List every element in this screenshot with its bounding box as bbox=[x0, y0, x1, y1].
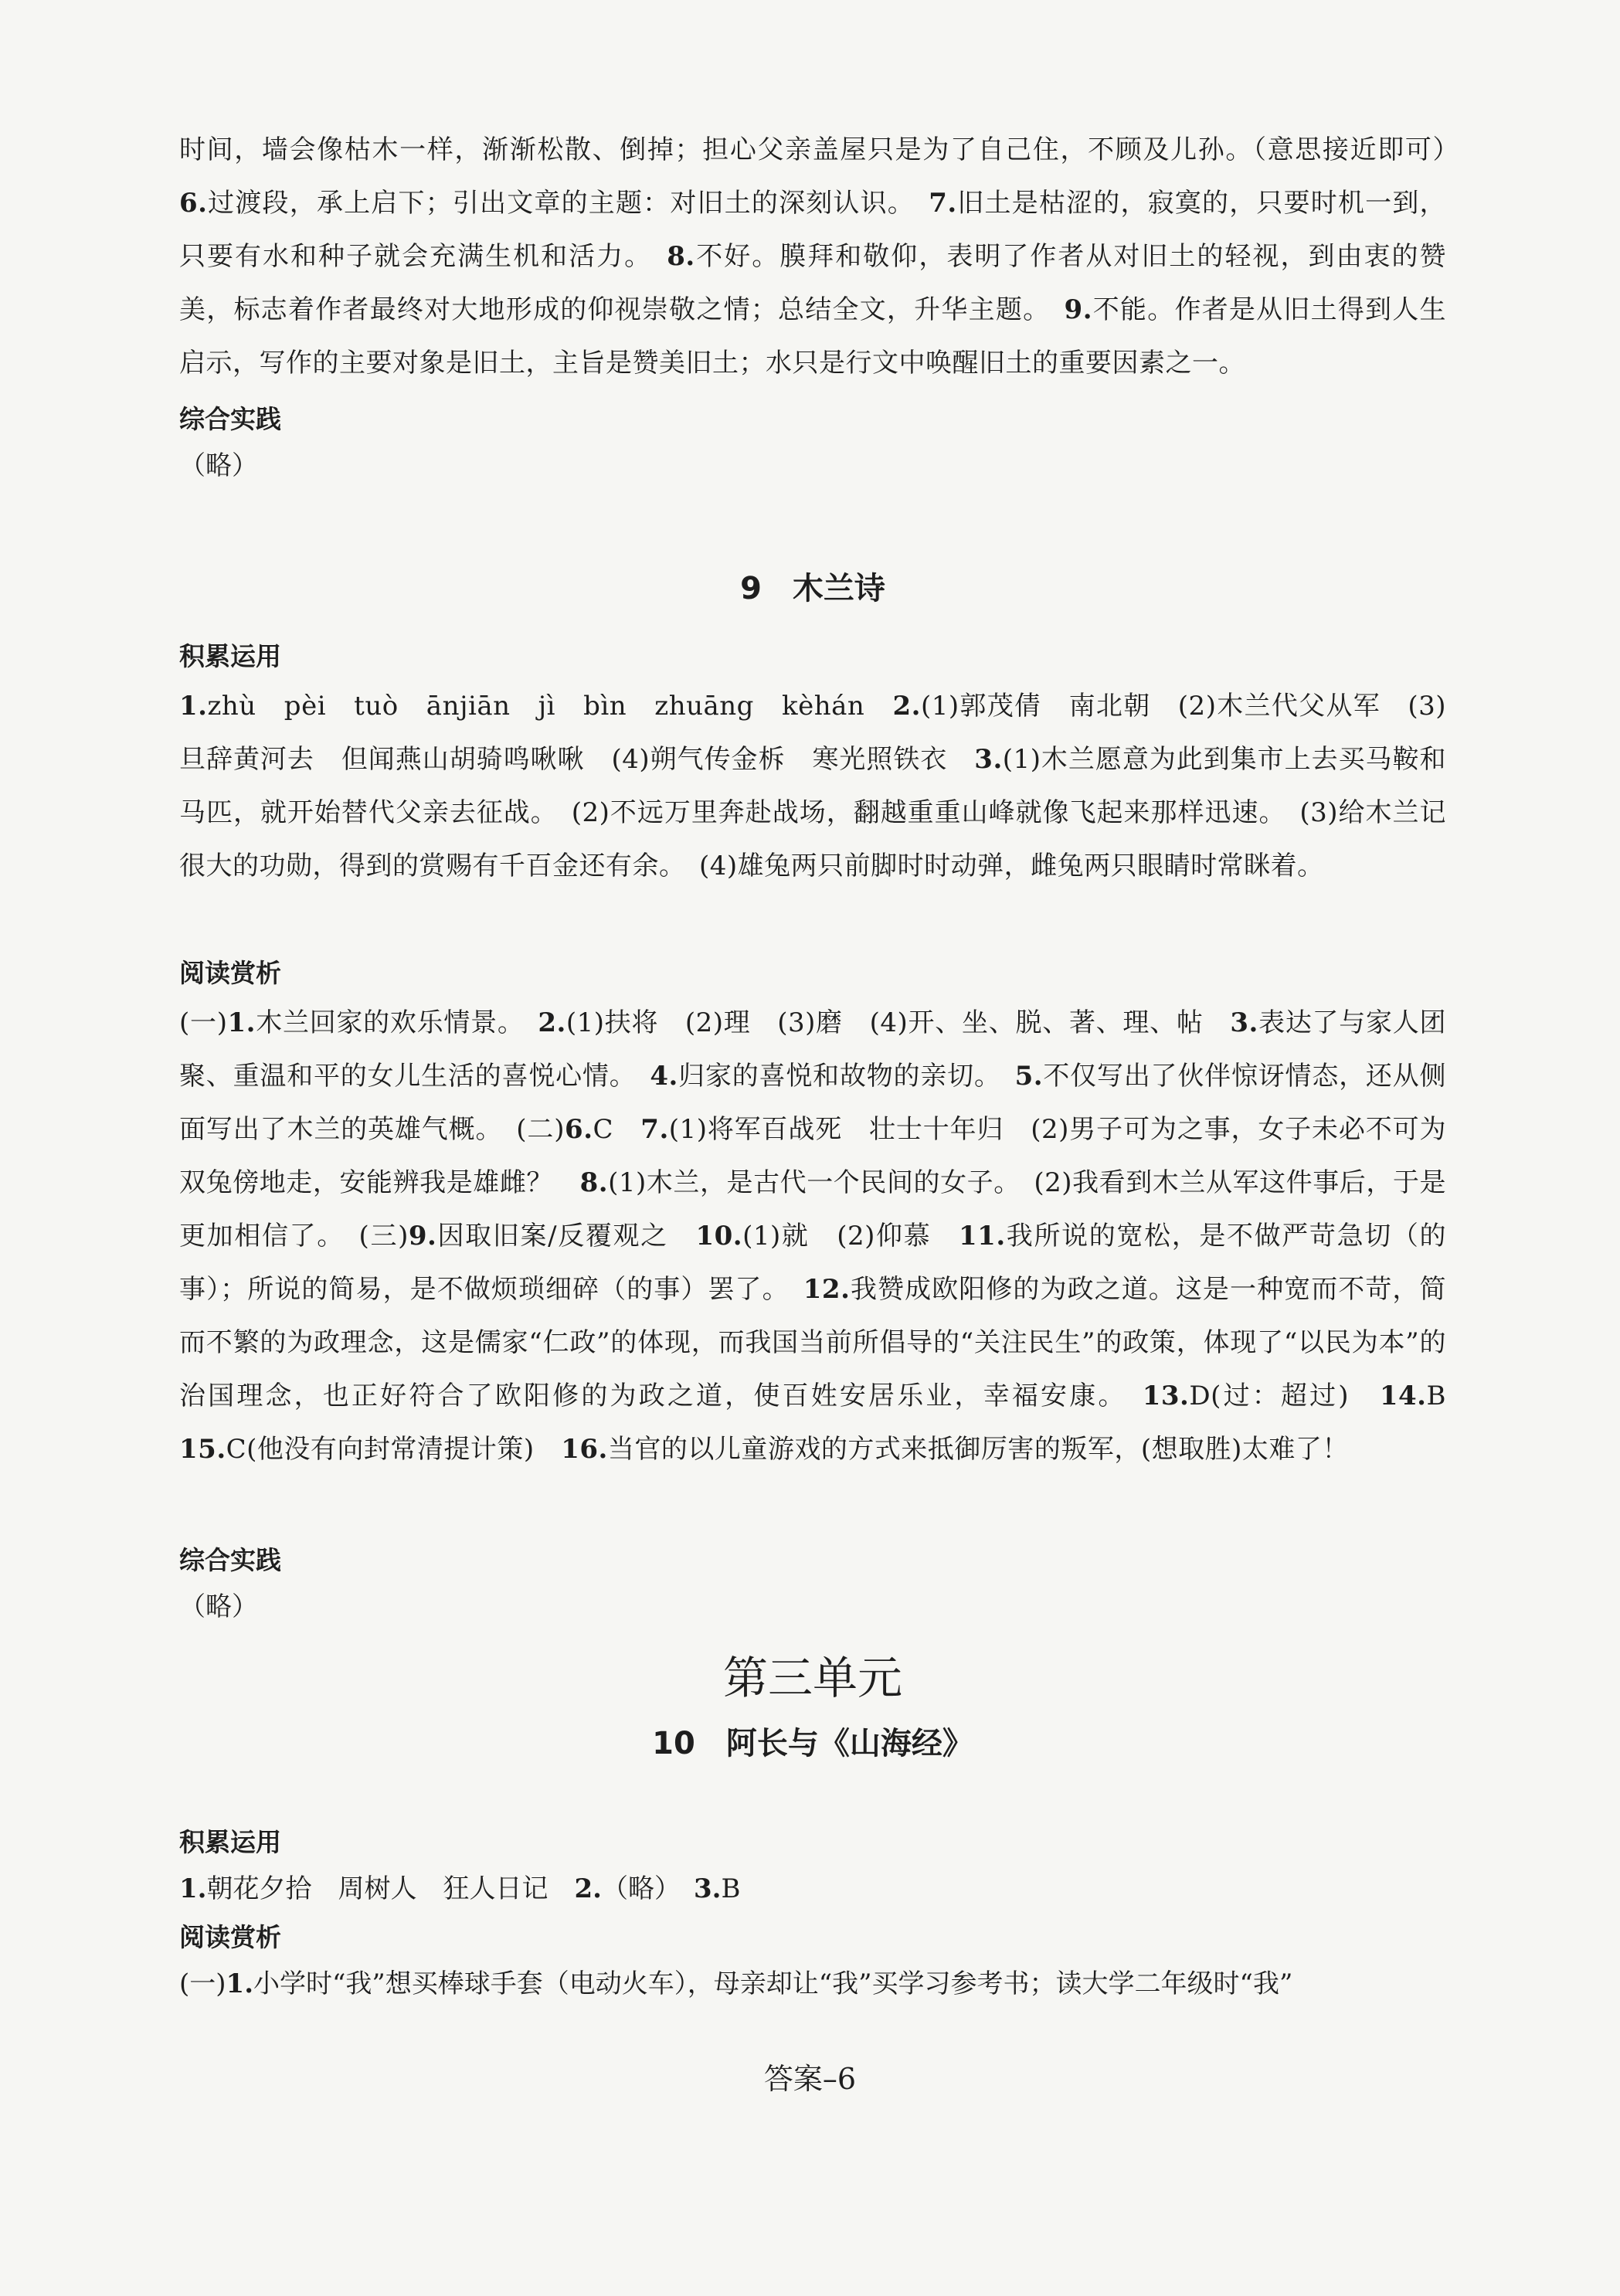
section-heading-reading: 阅读赏析 bbox=[179, 958, 281, 988]
group-label: (一) bbox=[179, 1007, 228, 1038]
answer-text: （略） bbox=[602, 1873, 667, 1904]
answer-paragraph bbox=[179, 1961, 1446, 2007]
answer-text: 我所说的宽松，是不做严苛急切（的事）；所说的简易，是不做烦琐细碎（的事）罢了。 bbox=[179, 1221, 1447, 1305]
question-number: 2. bbox=[574, 1873, 602, 1904]
question-number: 1. bbox=[227, 1007, 256, 1038]
question-number: 9. bbox=[1064, 294, 1093, 325]
answer-text: 当官的以儿童游戏的方式来抵御厉害的叛军，(想取胜)太难了！ bbox=[607, 1434, 1349, 1465]
page-footer: 答案–6 bbox=[763, 2062, 857, 2096]
question-number: 11. bbox=[959, 1221, 1006, 1252]
section-heading-accumulate: 积累运用 bbox=[179, 641, 281, 671]
answer-text: 过渡段，承上启下；引出文章的主题：对旧土的深刻认识。 bbox=[207, 188, 902, 219]
answer-text: 因取旧案/反覆观之 bbox=[436, 1221, 668, 1252]
answer-text: 时间，墙会像枯木一样，渐渐松散、倒掉；担心父亲盖屋只是为了自己住，不顾及儿孙。（意思接近即可） bbox=[179, 134, 1446, 165]
question-number: 5. bbox=[1014, 1061, 1044, 1092]
answer-text: B bbox=[1426, 1381, 1447, 1411]
answer-text: C(他没有向封常清提计策) bbox=[226, 1434, 535, 1465]
section-heading-practice: 综合实践 bbox=[179, 404, 281, 434]
question-number: 8. bbox=[667, 241, 695, 272]
question-number: 2. bbox=[538, 1007, 566, 1038]
question-number: 4. bbox=[650, 1061, 678, 1092]
answer-text: 旧土是枯涩的，寂寞的，只要时机一到，只要有水和种子就会充满生机和活力。 bbox=[179, 188, 1447, 272]
lesson-title: 10 阿长与《山海经》 bbox=[652, 1726, 973, 1761]
question-number: 1. bbox=[226, 1968, 254, 1999]
answer-text: 不好。膜拜和敬仰，表明了作者从对旧土的轻视，到由衷的赞美，标志着作者最终对大地形成的仰视崇敬之情；总结全文，升华主题。 bbox=[179, 241, 1447, 325]
answer-paragraph bbox=[179, 997, 1473, 1476]
answer-text: (1)就 (2)仰慕 bbox=[742, 1221, 932, 1252]
unit-title: 第三单元 bbox=[722, 1652, 902, 1704]
answer-text: (1)木兰愿意为此到集市上去买马鞍和马匹，就开始替代父亲去征战。 (2)不远万里奔赴战场，翻越重重山峰就像飞起来那样迅速。 (3)给木兰记很大的功勋，得到的赏赐有千百金还有余。 (4)雄兔两只前脚时时动弹，雌兔两只眼睛时常眯着。 bbox=[179, 744, 1446, 881]
lesson-10-reading bbox=[179, 1914, 1446, 2007]
section-heading-practice: 综合实践 bbox=[179, 1545, 281, 1575]
answer-text: (1)将军百战死 壮士十年归 (2)男子可为之事，女子未必不可为 双兔傍地走，安能辨我是雄雌？ bbox=[179, 1114, 1473, 1198]
answer-paragraph-lesson8-end bbox=[179, 124, 1446, 390]
answer-text: 小学时“我”想买棒球手套（电动火车），母亲却让“我”买学习参考书；读大学二年级时“我” bbox=[253, 1968, 1293, 1999]
lesson-9-practice bbox=[179, 1537, 1446, 1630]
omitted-note: （略） bbox=[179, 450, 258, 481]
answer-text: 表达了与家人团聚、重温和平的女儿生活的喜悦心情。 bbox=[179, 1007, 1446, 1092]
answer-paragraph bbox=[179, 1866, 1446, 1912]
answer-text: 归家的喜悦和故物的亲切。 bbox=[678, 1061, 988, 1092]
answer-text: 木兰回家的欢乐情景。 bbox=[256, 1007, 511, 1038]
lesson-title: 9 木兰诗 bbox=[740, 571, 885, 606]
question-number: 7. bbox=[929, 188, 957, 219]
omitted-note: （略） bbox=[179, 1591, 258, 1622]
question-number: 3. bbox=[1230, 1007, 1258, 1038]
section-heading-reading: 阅读赏析 bbox=[179, 1922, 281, 1952]
question-number: 14. bbox=[1379, 1381, 1427, 1411]
question-number: 6. bbox=[179, 188, 208, 219]
answer-text: 不仅写出了伙伴惊讶情态，还从侧面写出了木兰的英雄气概。 bbox=[179, 1061, 1447, 1145]
answer-text: 我赞成欧阳修的为政之道。这是一种宽而不苛，简而不繁的为政理念，这是儒家“仁政”的体现，而我国当前所倡导的“关注民生”的政策，体现了“以民为本”的治国理念，也正好符合了欧阳修的为政之道，使百姓安居乐业，幸福安康。 bbox=[179, 1274, 1447, 1411]
question-number: 3. bbox=[974, 744, 1003, 775]
lesson-10-header bbox=[179, 1719, 1446, 1763]
answer-text: B bbox=[721, 1873, 741, 1904]
question-number: 1. bbox=[179, 1873, 207, 1904]
question-number: 8. bbox=[579, 1167, 609, 1198]
question-number: 16. bbox=[561, 1434, 608, 1465]
top-continuation bbox=[179, 124, 1446, 489]
group-label: (二) bbox=[516, 1114, 565, 1145]
lesson-9-header bbox=[179, 564, 1446, 608]
answer-text: 朝花夕拾 周树人 狂人日记 bbox=[206, 1873, 548, 1904]
answer-text: zhù pèi tuò ānjiān jì bìn zhuāng kèhán bbox=[207, 691, 865, 722]
question-number: 13. bbox=[1142, 1381, 1190, 1411]
question-number: 6. bbox=[565, 1114, 593, 1145]
answer-text: 不能。作者是从旧土得到人生启示，写作的主要对象是旧土，主旨是赞美旧土；水只是行文中唤醒旧土的重要因素之一。 bbox=[179, 294, 1447, 379]
answer-text: D(过：超过) bbox=[1189, 1381, 1350, 1411]
question-number: 12. bbox=[803, 1274, 851, 1305]
lesson-10-accumulate bbox=[179, 1819, 1446, 1912]
question-number: 2. bbox=[892, 691, 921, 722]
lesson-9-accumulate bbox=[179, 633, 1446, 893]
answer-text: (1)木兰，是古代一个民间的女子。 (2)我看到木兰从军这件事后，于是更加相信了。 bbox=[179, 1167, 1447, 1252]
unit-header bbox=[179, 1642, 1446, 1707]
question-number: 7. bbox=[640, 1114, 669, 1145]
answer-paragraph bbox=[179, 680, 1446, 893]
question-number: 10. bbox=[695, 1221, 743, 1252]
group-label: (三) bbox=[358, 1221, 409, 1252]
answer-text: C bbox=[593, 1114, 614, 1145]
lesson-9-reading bbox=[179, 950, 1473, 1476]
answer-text: (1)郭茂倩 南北朝 (2)木兰代父从军 (3)旦辞黄河去 但闻燕山胡骑鸣啾啾 (4)朔气传金柝 寒光照铁衣 bbox=[179, 691, 1447, 775]
question-number: 15. bbox=[179, 1434, 226, 1465]
question-number: 3. bbox=[694, 1873, 722, 1904]
group-label: (一) bbox=[179, 1968, 226, 1999]
section-heading-accumulate: 积累运用 bbox=[179, 1827, 281, 1857]
question-number: 1. bbox=[179, 691, 208, 722]
answer-text: (1)扶将 (2)理 (3)磨 (4)开、坐、脱、著、理、帖 bbox=[565, 1007, 1204, 1038]
question-number: 9. bbox=[408, 1221, 437, 1252]
